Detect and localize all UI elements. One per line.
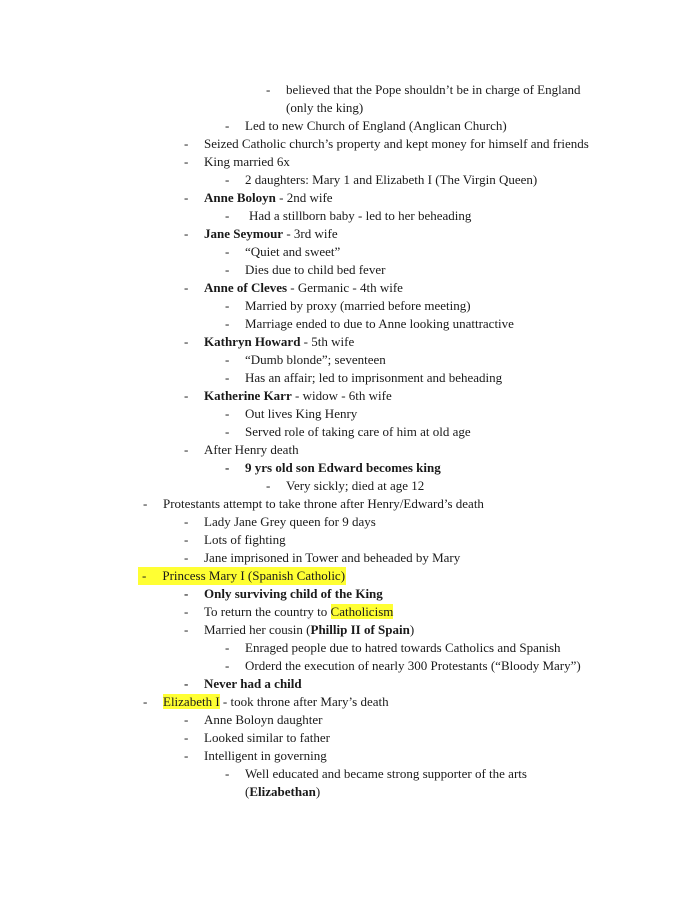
bullet-dash: - xyxy=(266,478,271,493)
line-pre: ( xyxy=(245,784,250,799)
line-rest: - 3rd wife xyxy=(283,226,338,241)
bullet-dash: - xyxy=(225,640,230,655)
bullet-dash: - xyxy=(143,496,148,511)
highlighted-term: Elizabeth I xyxy=(163,694,220,709)
highlighted-term: Catholicism xyxy=(330,604,394,619)
bullet-dash: - xyxy=(184,190,189,205)
bold-term: Katherine Karr xyxy=(204,388,292,403)
note-line: 2 daughters: Mary 1 and Elizabeth I (The Virgin Queen) xyxy=(245,172,538,187)
note-line: Only surviving child of the King xyxy=(204,586,383,601)
highlighted-heading xyxy=(138,567,346,585)
note-line: Very sickly; died at age 12 xyxy=(286,478,425,493)
note-line: Lots of fighting xyxy=(204,532,286,547)
bullet-dash: - xyxy=(225,316,230,331)
line-rest: - widow - 6th wife xyxy=(291,388,392,403)
bullet-dash: - xyxy=(266,82,271,97)
bullet-dash: - xyxy=(184,280,189,295)
bullet-dash: - xyxy=(143,694,148,709)
line-rest: ) xyxy=(409,622,415,637)
bullet-dash: - xyxy=(184,604,189,619)
note-line: believed that the Pope shouldn’t be in charge of England xyxy=(286,82,581,97)
note-line: Marriage ended to due to Anne looking unattractive xyxy=(245,316,514,331)
note-line: 9 yrs old son Edward becomes king xyxy=(245,460,441,475)
note-line xyxy=(245,783,320,801)
bullet-dash: - xyxy=(225,244,230,259)
bullet-dash: - xyxy=(184,586,189,601)
bullet-dash: - xyxy=(184,712,189,727)
note-line: Well educated and became strong supporter of the arts xyxy=(245,766,527,781)
bold-term: Elizabethan xyxy=(249,784,316,799)
note-line: Protestants attempt to take throne after Henry/Edward’s death xyxy=(163,496,484,511)
bullet-dash: - xyxy=(184,748,189,763)
note-line: After Henry death xyxy=(204,442,299,457)
bold-term: Kathryn Howard xyxy=(204,334,301,349)
bullet-dash: - xyxy=(184,388,189,403)
note-line xyxy=(204,333,354,351)
bullet-dash: - xyxy=(184,514,189,529)
bullet-dash: - xyxy=(184,622,189,637)
line-rest: - 5th wife xyxy=(300,334,355,349)
bullet-dash: - xyxy=(184,532,189,547)
bullet-dash: - xyxy=(225,262,230,277)
note-line xyxy=(204,225,338,243)
note-line: (only the king) xyxy=(286,100,364,115)
bullet-dash: - xyxy=(225,352,230,367)
note-line: Jane imprisoned in Tower and beheaded by Mary xyxy=(204,550,461,565)
bullet-dash: - xyxy=(184,334,189,349)
heading-text: Princess Mary I (Spanish Catholic) xyxy=(162,568,346,583)
note-line: Lady Jane Grey queen for 9 days xyxy=(204,514,376,529)
bullet-dash: - xyxy=(184,676,189,691)
bullet-dash: - xyxy=(225,460,230,475)
bullet-dash: - xyxy=(225,658,230,673)
line-rest: ) xyxy=(315,784,321,799)
bullet-dash: - xyxy=(225,424,230,439)
note-line: “Quiet and sweet” xyxy=(245,244,341,259)
note-line: Led to new Church of England (Anglican Church) xyxy=(245,118,507,133)
note-line xyxy=(163,693,389,711)
note-line: Enraged people due to hatred towards Catholics and Spanish xyxy=(245,640,561,655)
line-pre: To return the country to xyxy=(204,604,331,619)
note-line xyxy=(204,621,414,639)
note-line: Orderd the execution of nearly 300 Protestants (“Bloody Mary”) xyxy=(245,658,581,673)
bullet-dash: - xyxy=(184,730,189,745)
note-line xyxy=(204,189,333,207)
note-line xyxy=(204,387,392,405)
bold-term: Phillip II of Spain xyxy=(310,622,410,637)
note-line xyxy=(204,603,393,621)
note-line: King married 6x xyxy=(204,154,290,169)
bold-term: Anne Boloyn xyxy=(204,190,276,205)
bullet-dash: - xyxy=(225,406,230,421)
bullet-dash: - xyxy=(184,154,189,169)
note-line: Anne Boloyn daughter xyxy=(204,712,323,727)
note-line: Dies due to child bed fever xyxy=(245,262,386,277)
bullet-dash: - xyxy=(225,172,230,187)
note-line: Has an affair; led to imprisonment and beheading xyxy=(245,370,503,385)
bullet-dash: - xyxy=(184,226,189,241)
note-line: Seized Catholic church’s property and kept money for himself and friends xyxy=(204,136,589,151)
note-line: Looked similar to father xyxy=(204,730,330,745)
note-line xyxy=(204,279,403,297)
note-line: “Dumb blonde”; seventeen xyxy=(245,352,386,367)
note-line: Had a stillborn baby - led to her beheading xyxy=(249,208,472,223)
bold-term: Anne of Cleves xyxy=(204,280,288,295)
line-rest: - 2nd wife xyxy=(275,190,333,205)
bullet-dash: - xyxy=(225,118,230,133)
note-line: Married by proxy (married before meeting) xyxy=(245,298,471,313)
bullet-dash: - xyxy=(184,550,189,565)
note-line: Served role of taking care of him at old age xyxy=(245,424,471,439)
bullet-dash: - xyxy=(184,442,189,457)
note-line: Intelligent in governing xyxy=(204,748,327,763)
bullet-dash: - xyxy=(142,568,147,583)
note-line: Out lives King Henry xyxy=(245,406,358,421)
note-line: Never had a child xyxy=(204,676,302,691)
bullet-dash: - xyxy=(225,208,230,223)
line-rest: - Germanic - 4th wife xyxy=(287,280,403,295)
bullet-dash: - xyxy=(225,766,230,781)
bullet-dash: - xyxy=(184,136,189,151)
line-pre: Married her cousin ( xyxy=(204,622,311,637)
bold-term: Jane Seymour xyxy=(204,226,284,241)
bullet-dash: - xyxy=(225,298,230,313)
line-rest: - took throne after Mary’s death xyxy=(219,694,389,709)
bullet-dash: - xyxy=(225,370,230,385)
